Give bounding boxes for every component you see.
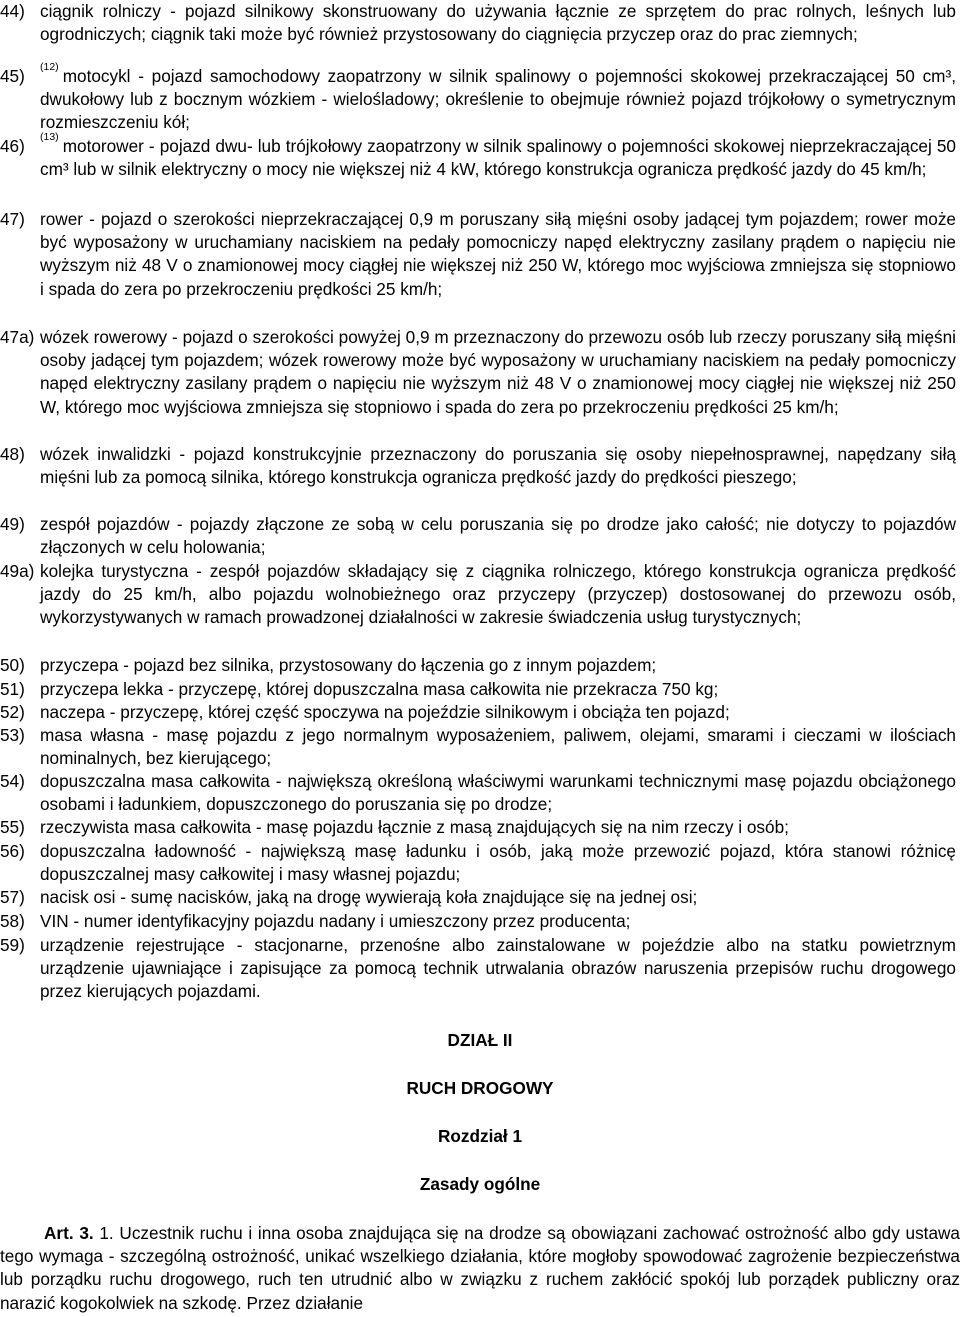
list-item <box>0 886 960 909</box>
item-text: dopuszczalna masa całkowita - największą określoną właściwymi warunkami technicznymi masę pojazdu obciążonego osobami i ładunkiem, dopuszczonego do poruszania się po drodze; <box>40 771 956 815</box>
item-number: 49a) <box>0 561 35 581</box>
item-number: 58) <box>0 911 25 931</box>
section-title: RUCH DROGOWY <box>406 1078 554 1098</box>
item-text-block <box>40 208 956 301</box>
item-text: naczepa - przyczepę, której część spoczywa na pojeździe silnikowym i obciąża ten pojazd; <box>40 702 730 722</box>
item-text: rzeczywista masa całkowita - masę pojazdu łącznie z masą znajdujących się na nim rzeczy i osób; <box>40 817 789 837</box>
list-item <box>0 724 960 770</box>
item-text: zespół pojazdów - pojazdy złączone ze sobą w celu poruszania się po drodze jako całość; nie dotyczy to pojazdów złączonych w celu holowania; <box>40 514 956 558</box>
item-text: dopuszczalna ładowność - największą masę ładunku i osób, jaką może przewozić pojazd, która stanowi różnicę dopuszczalnej masy całkowitej i masy własnej pojazdu; <box>40 841 956 885</box>
item-text-block <box>40 131 956 181</box>
chapter-title: Zasady ogólne <box>419 1174 541 1194</box>
item-number: 44) <box>0 1 25 21</box>
article-paragraph <box>0 1222 960 1315</box>
list-item <box>0 934 960 1004</box>
list-item <box>0 443 960 489</box>
item-text: kolejka turystyczna - zespół pojazdów składający się z ciągnika rolniczego, którego konstrukcja ogranicza prędkość jazdy do 25 km/h, albo pojazdu wolnobieżnego oraz przyczepy (przyczep) dostosowanej do przewozu osób, wykorzystywanych w ramach prowadzonej działalności w zakresie świadczenia usług turystycznych; <box>40 561 956 628</box>
list-item <box>0 701 960 724</box>
item-text: wózek inwalidzki - pojazd konstrukcyjnie przeznaczony do poruszania się osoby niepełnosprawnej, napędzany siłą mięśni lub za pomocą silnika, którego konstrukcja ogranicza prędkość jazdy do prędkości pieszego; <box>40 444 956 488</box>
item-text: rower - pojazd o szerokości nieprzekraczającej 0,9 m poruszany siłą mięśni osoby jadącej tym pojazdem; rower może być wyposażony w uruchamiany naciskiem na pedały pomocniczy napęd elektryczny zasilany prądem o napięciu nie wyższym niż 48 V o znamionowej mocy ciągłej nie większej niż 250 W, którego moc wyjściowa zmniejsza się stopniowo i spada do zera po przekroczeniu prędkości 25 km/h; <box>40 209 956 299</box>
list-item <box>0 208 960 301</box>
list-item <box>0 840 960 886</box>
chapter-heading: Rozdział 1 <box>437 1126 523 1146</box>
item-text: motocykl - pojazd samochodowy zaopatrzony w silnik spalinowy o pojemności skokowej przekraczającej 50 cm³, dwukołowy lub z bocznym wózkiem - wielośladowy; określenie to obejmuje również pojazd trójkołowy o symetrycznym rozmieszczeniu kół; <box>40 66 956 133</box>
item-text: przyczepa - pojazd bez silnika, przystosowany do łączenia go z innym pojazdem; <box>40 655 657 675</box>
list-item <box>0 0 960 46</box>
item-text-block <box>40 701 956 724</box>
item-number: 51) <box>0 679 25 699</box>
item-text: VIN - numer identyfikacyjny pojazdu nadany i umieszczony przez producenta; <box>40 911 631 931</box>
item-text-block <box>40 840 956 886</box>
item-text-block <box>40 326 956 419</box>
section-heading: DZIAŁ II <box>447 1030 513 1050</box>
list-item <box>0 131 960 181</box>
item-text-block <box>40 770 956 816</box>
item-text: masa własna - masę pojazdu z jego normalnym wyposażeniem, paliwem, olejami, smarami i cieczami w ilościach nominalnych, bez kierującego; <box>40 725 956 769</box>
item-text-block <box>40 910 956 933</box>
item-number: 48) <box>0 444 25 464</box>
item-text-block <box>40 61 956 135</box>
item-number: 53) <box>0 725 25 745</box>
item-text: nacisk osi - sumę nacisków, jaką na drogę wywierają koła znajdujące się na jednej osi; <box>40 887 698 907</box>
item-text-block <box>40 0 956 46</box>
item-text: przyczepa lekka - przyczepę, której dopuszczalna masa całkowita nie przekracza 750 kg; <box>40 679 719 699</box>
item-text: motorower - pojazd dwu- lub trójkołowy zaopatrzony w silnik spalinowy o pojemności skokowej nieprzekraczającej 50 cm³ lub w silnik elektryczny o mocy nie większej niż 4 kW, którego konstrukcja ogranicza prędkość jazdy do 45 km/h; <box>40 136 956 180</box>
item-text-block <box>40 513 956 559</box>
item-number: 47) <box>0 209 25 229</box>
item-text: ciągnik rolniczy - pojazd silnikowy skonstruowany do używania łącznie ze sprzętem do prac rolnych, leśnych lub ogrodniczych; ciągnik taki może być również przystosowany do ciągnięcia przyczep oraz do prac ziemnych; <box>40 1 956 45</box>
footnote-ref: (12) <box>40 61 59 73</box>
list-item <box>0 816 960 839</box>
item-text-block <box>40 560 956 630</box>
item-text-block <box>40 886 956 909</box>
article-text: 1. Uczestnik ruchu i inna osoba znajdująca się na drodze są obowiązani zachować ostrożność albo gdy ustawa tego wymaga - szczególną ostrożność, unikać wszelkiego działania, które mogłoby spowodować zagrożenie bezpieczeństwa lub porządku ruchu drogowego, ruch ten utrudnić albo w związku z ruchem zakłócić spokój lub porządek publiczny oraz narazić kogokolwiek na szkodę. Przez działanie <box>0 1223 960 1313</box>
list-item <box>0 61 960 135</box>
item-text-block <box>40 678 956 701</box>
item-text-block <box>40 443 956 489</box>
list-item <box>0 654 960 677</box>
item-number: 49) <box>0 514 25 534</box>
article-label: Art. 3. <box>44 1223 94 1243</box>
item-number: 57) <box>0 887 25 907</box>
item-number: 52) <box>0 702 25 722</box>
item-text: wózek rowerowy - pojazd o szerokości powyżej 0,9 m przeznaczony do przewozu osób lub rzeczy poruszany siłą mięśni osoby jadącej tym pojazdem; wózek rowerowy może być wyposażony w uruchamiany naciskiem na pedały pomocniczy napęd elektryczny zasilany prądem o napięciu nie wyższym niż 48 V o znamionowej mocy ciągłej nie większej niż 250 W, którego moc wyjściowa zmniejsza się stopniowo i spada do zera po przekroczeniu prędkości 25 km/h; <box>40 327 956 417</box>
item-number: 45) <box>0 66 25 86</box>
list-item <box>0 513 960 559</box>
item-number: 46) <box>0 136 25 156</box>
list-item <box>0 910 960 933</box>
item-number: 47a) <box>0 327 35 347</box>
item-text-block <box>40 654 956 677</box>
list-item <box>0 560 960 630</box>
list-item <box>0 770 960 816</box>
list-item <box>0 326 960 419</box>
item-text-block <box>40 724 956 770</box>
list-item <box>0 678 960 701</box>
item-number: 56) <box>0 841 25 861</box>
item-text-block <box>40 934 956 1004</box>
footnote-ref: (13) <box>40 131 59 143</box>
item-text-block <box>40 816 956 839</box>
item-text: urządzenie rejestrujące - stacjonarne, przenośne albo zainstalowane w pojeździe albo na statku powietrznym urządzenie ujawniające i zapisujące za pomocą technik utrwalania obrazów naruszenia przepisów ruchu drogowego przez kierujących pojazdami. <box>40 935 956 1002</box>
item-number: 54) <box>0 771 25 791</box>
item-number: 55) <box>0 817 25 837</box>
item-number: 59) <box>0 935 25 955</box>
item-number: 50) <box>0 655 25 675</box>
